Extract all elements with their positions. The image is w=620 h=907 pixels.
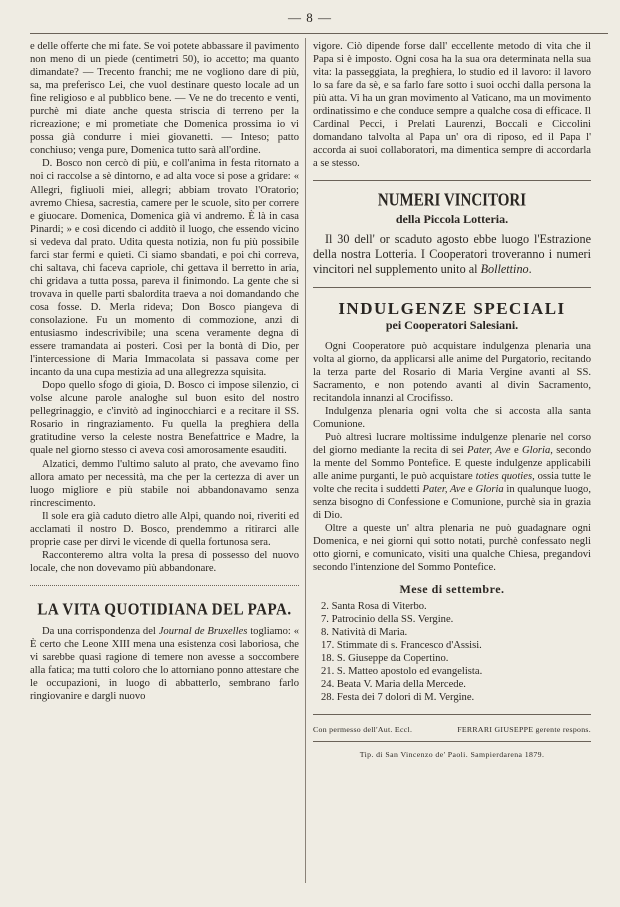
text: , ossia tutte le volte che recita i suddetti [313, 471, 591, 496]
footer-divider [313, 714, 591, 715]
list-item: 24. Beata V. Maria della Mercede. [321, 678, 466, 690]
latin-phrase: toties quoties [475, 471, 533, 483]
month-heading: Mese di settembre. [399, 581, 505, 596]
paragraph: Oltre a queste un' altra plenaria ne può guadagnare ogni Domenica, e nei giorni qui sotto notati, purchè confessato negli otto giorni, e comunicato, visiti una qualche Chiesa, pregandovi secondo l'intenzione del Sommo Pontefice. [313, 523, 591, 574]
printer-imprint: Tip. di San Vincenzo de' Paoli. Sampierdarena 1879. [359, 749, 545, 759]
article-title-vita-quotidiana: LA VITA QUOTIDIANA DEL PAPA. [37, 600, 292, 620]
footer-divider [313, 741, 591, 742]
prayer-names: Pater, Ave [467, 445, 511, 457]
text: togliamo: « È certo che Leone XIII mena una esistenza così laboriosa, che vi sarebbe quasi ragione di temere non avesse a soccombere alla fatica; ma tutti coloro che lo attorniano ponno attestare che le occupazioni, in luogo di abbatterlo, sembrano farlo ringiovanire e dargli nuovo [30, 625, 299, 703]
list-item: 28. Festa dei 7 dolori di M. Vergine. [321, 691, 475, 703]
paragraph: D. Bosco non cercò di più, e coll'anima in festa ritornato a noi ci raccolse a sè dintorno, e ad alta voce si pose a gridare: « Allegri, figliuoli miei, allegri; abbiam trovato l'Oratorio; avremo Chiesa, sacrestia, camere per le scuole, sito per correre e giuocare. Domenica, Domenica già vi andremo. È là in casa Pinardi; » e così dicendo ci additò il luogo, che essendo vicino si vedeva dal prato. Udita questa notizia, non fu più possibile farci star fermi e quieti. Ci siamo sbandati, e poi chi correva, chi saltava, chi faceva capriole, chi gettava il berretto in aria, chi gridava a tutta possa, pareva il finimondo. La gente che si trovava in quelle parti sbalordita traeva a noi domandando che cosa fosse. D. Merla rideva; Don Bosco piangeva di consolazione. Fu un momento di commozione, anzi di entusiasmo indescrivibile; una scena veramente degna di essere tramandata ai posteri. Così per la bontà di Dio, per l'intercessione di Maria Immacolata si passava come per incanto da una cupa mestizia ad una allegrezza squisita. [30, 158, 299, 379]
paragraph: Indulgenza plenaria ogni volta che si accosta alla santa Comunione. [313, 405, 591, 430]
text: Il 30 dell' or scaduto agosto ebbe luogo l'Estrazione della nostra Lotteria. I Cooperatori troveranno i numeri vincitori nel supplemento unito al [313, 231, 591, 276]
list-item: 8. Natività di Maria. [321, 626, 408, 638]
journal-name: Journal de Bruxelles [158, 625, 248, 637]
list-item: 21. S. Matteo apostolo ed evangelista. [321, 665, 483, 677]
left-column [30, 40, 299, 703]
imprint-row [313, 723, 591, 736]
paragraph [313, 431, 591, 522]
paragraph: Racconteremo altra volta la presa di possesso del nuovo locale, che non dovevamo più abbandonare. [30, 549, 299, 574]
section-divider [313, 180, 591, 181]
ecclesiastical-permission: Con permesso dell'Aut. Eccl. [313, 724, 413, 734]
text: Da una corrispondenza del [42, 625, 159, 637]
article-subtitle-lotteria: della Piccola Lotteria. [395, 211, 509, 226]
text: . [528, 261, 532, 276]
text: in qualunque luogo, senza bisogno di Confessione e Comunione, purchè sia in grazia di Dio. [313, 484, 591, 522]
paragraph: vigore. Ciò dipende forse dall' eccellente metodo di vita che il Papa si è imposto. Ogni cosa ha la sua ora determinata nella sua vita: la passeggiata, la preghiera, lo studio ed il lavoro: il lavoro lo sa fare da sè, e sa farlo fare sotto i suoi occhi dalla persona la più atta. Vi ha un gran movimento al Vaticano, ma un movimento ordinatissimo e che conduce sempre a qualche cosa di efficace. Il Cardinal Pecci, i Prelati Laurenzi, Boccali e Ciccolini domandano talvolta al Papa un' ora di riposo, ed il Papa l' accorda ai suoi collaboratori, ma dimentica sempre di accordarla a se stesso. [313, 41, 591, 170]
prayer-name: Gloria [522, 445, 551, 457]
paragraph: Dopo quello sfogo di gioia, D. Bosco ci impose silenzio, ci volse alcune parole analoghe sul buon esito del nostro pellegrinaggio, e c'invitò ad inginocchiarci e a recitare il SS. Rosario in ringraziamento. Fu quella la preghiera della gratitudine verso la celeste nostra Benefattrice e Madre, la quale nel giorno stesso ci aveva così amorosamente esauditi. [30, 380, 299, 457]
bollettino-name: Bollettino [480, 261, 529, 276]
responsible-manager: FERRARI GIUSEPPE gerente respons. [457, 724, 591, 734]
text: Può altresì lucrare moltissime indulgenze plenarie nel corso del giorno mediante la recita di sei [313, 431, 591, 457]
header-rule [30, 33, 608, 34]
text: , secondo la mente del Sommo Pontefice. E queste indulgenze applicabili alle anime purganti, le può acquistare [313, 445, 592, 483]
article-title-numeri-vincitori: NUMERI VINCITORI [377, 191, 527, 211]
prayer-names: Pater, Ave [422, 484, 466, 496]
paragraph: Alzatici, demmo l'ultimo saluto al prato, che avevamo fino allora amato per necessità, ma che per la certezza di aver un luogo migliore e più stabile noi abbandonavamo senza rincrescimento. [30, 458, 299, 509]
prayer-name: Gloria [475, 484, 504, 496]
list-item: 7. Patrocinio della SS. Vergine. [321, 613, 454, 625]
list-item: 18. S. Giuseppe da Copertino. [321, 652, 449, 664]
paragraph: e delle offerte che mi fate. Se voi potete abbassare il pavimento non meno di un piede (centimetri 50), io accetto; ma quanto dimandate? — Trecento franchi; me ne vogliono dare di più, sa, ma preferisco Lei, che vuol destinare questo locale ad un fine religioso e al pubblico bene. — Ve ne do trecento e venti, purchè mi diate anche questa striscia di terreno per la ricreazione; e mi prometiate che Domenica prossima io vi possa già condurre i miei giovanetti. — Inteso; patto conchiuso; venga pure, Domenica tutto sarà all'ordine. [30, 41, 299, 157]
column-divider [305, 38, 306, 883]
feast-list [313, 600, 591, 704]
right-column [313, 40, 591, 761]
article-subtitle-cooperatori: pei Cooperatori Salesiani. [385, 317, 519, 332]
text: e [465, 484, 476, 496]
article-title-indulgenze: INDULGENZE SPECIALI [338, 298, 566, 318]
paragraph: Ogni Cooperatore può acquistare indulgenza plenaria una volta al giorno, da applicarsi alle anime del Purgatorio, recitando la terza parte del Rosario di Maria Vergine avanti al SS. Sacramento, e non potendo avanti al divin Sacramento, recitandola innanzi al Crocifisso. [313, 340, 591, 404]
section-divider [313, 287, 591, 288]
section-divider [30, 585, 299, 586]
paragraph: Il sole era già caduto dietro alle Alpi, quando noi, riveriti ed acclamati il nostro D. Bosco, prendemmo a ritirarci alle proprie case per dirvi le vicende di quella fortunosa sera. [30, 510, 299, 548]
list-item: 2. Santa Rosa di Viterbo. [321, 600, 427, 612]
article-body-lotteria [313, 232, 591, 277]
list-item: 17. Stimmate di s. Francesco d'Assisi. [321, 639, 482, 651]
text: e [510, 445, 523, 457]
page-number: — 8 — [288, 10, 332, 25]
article-body-vita [30, 625, 299, 703]
